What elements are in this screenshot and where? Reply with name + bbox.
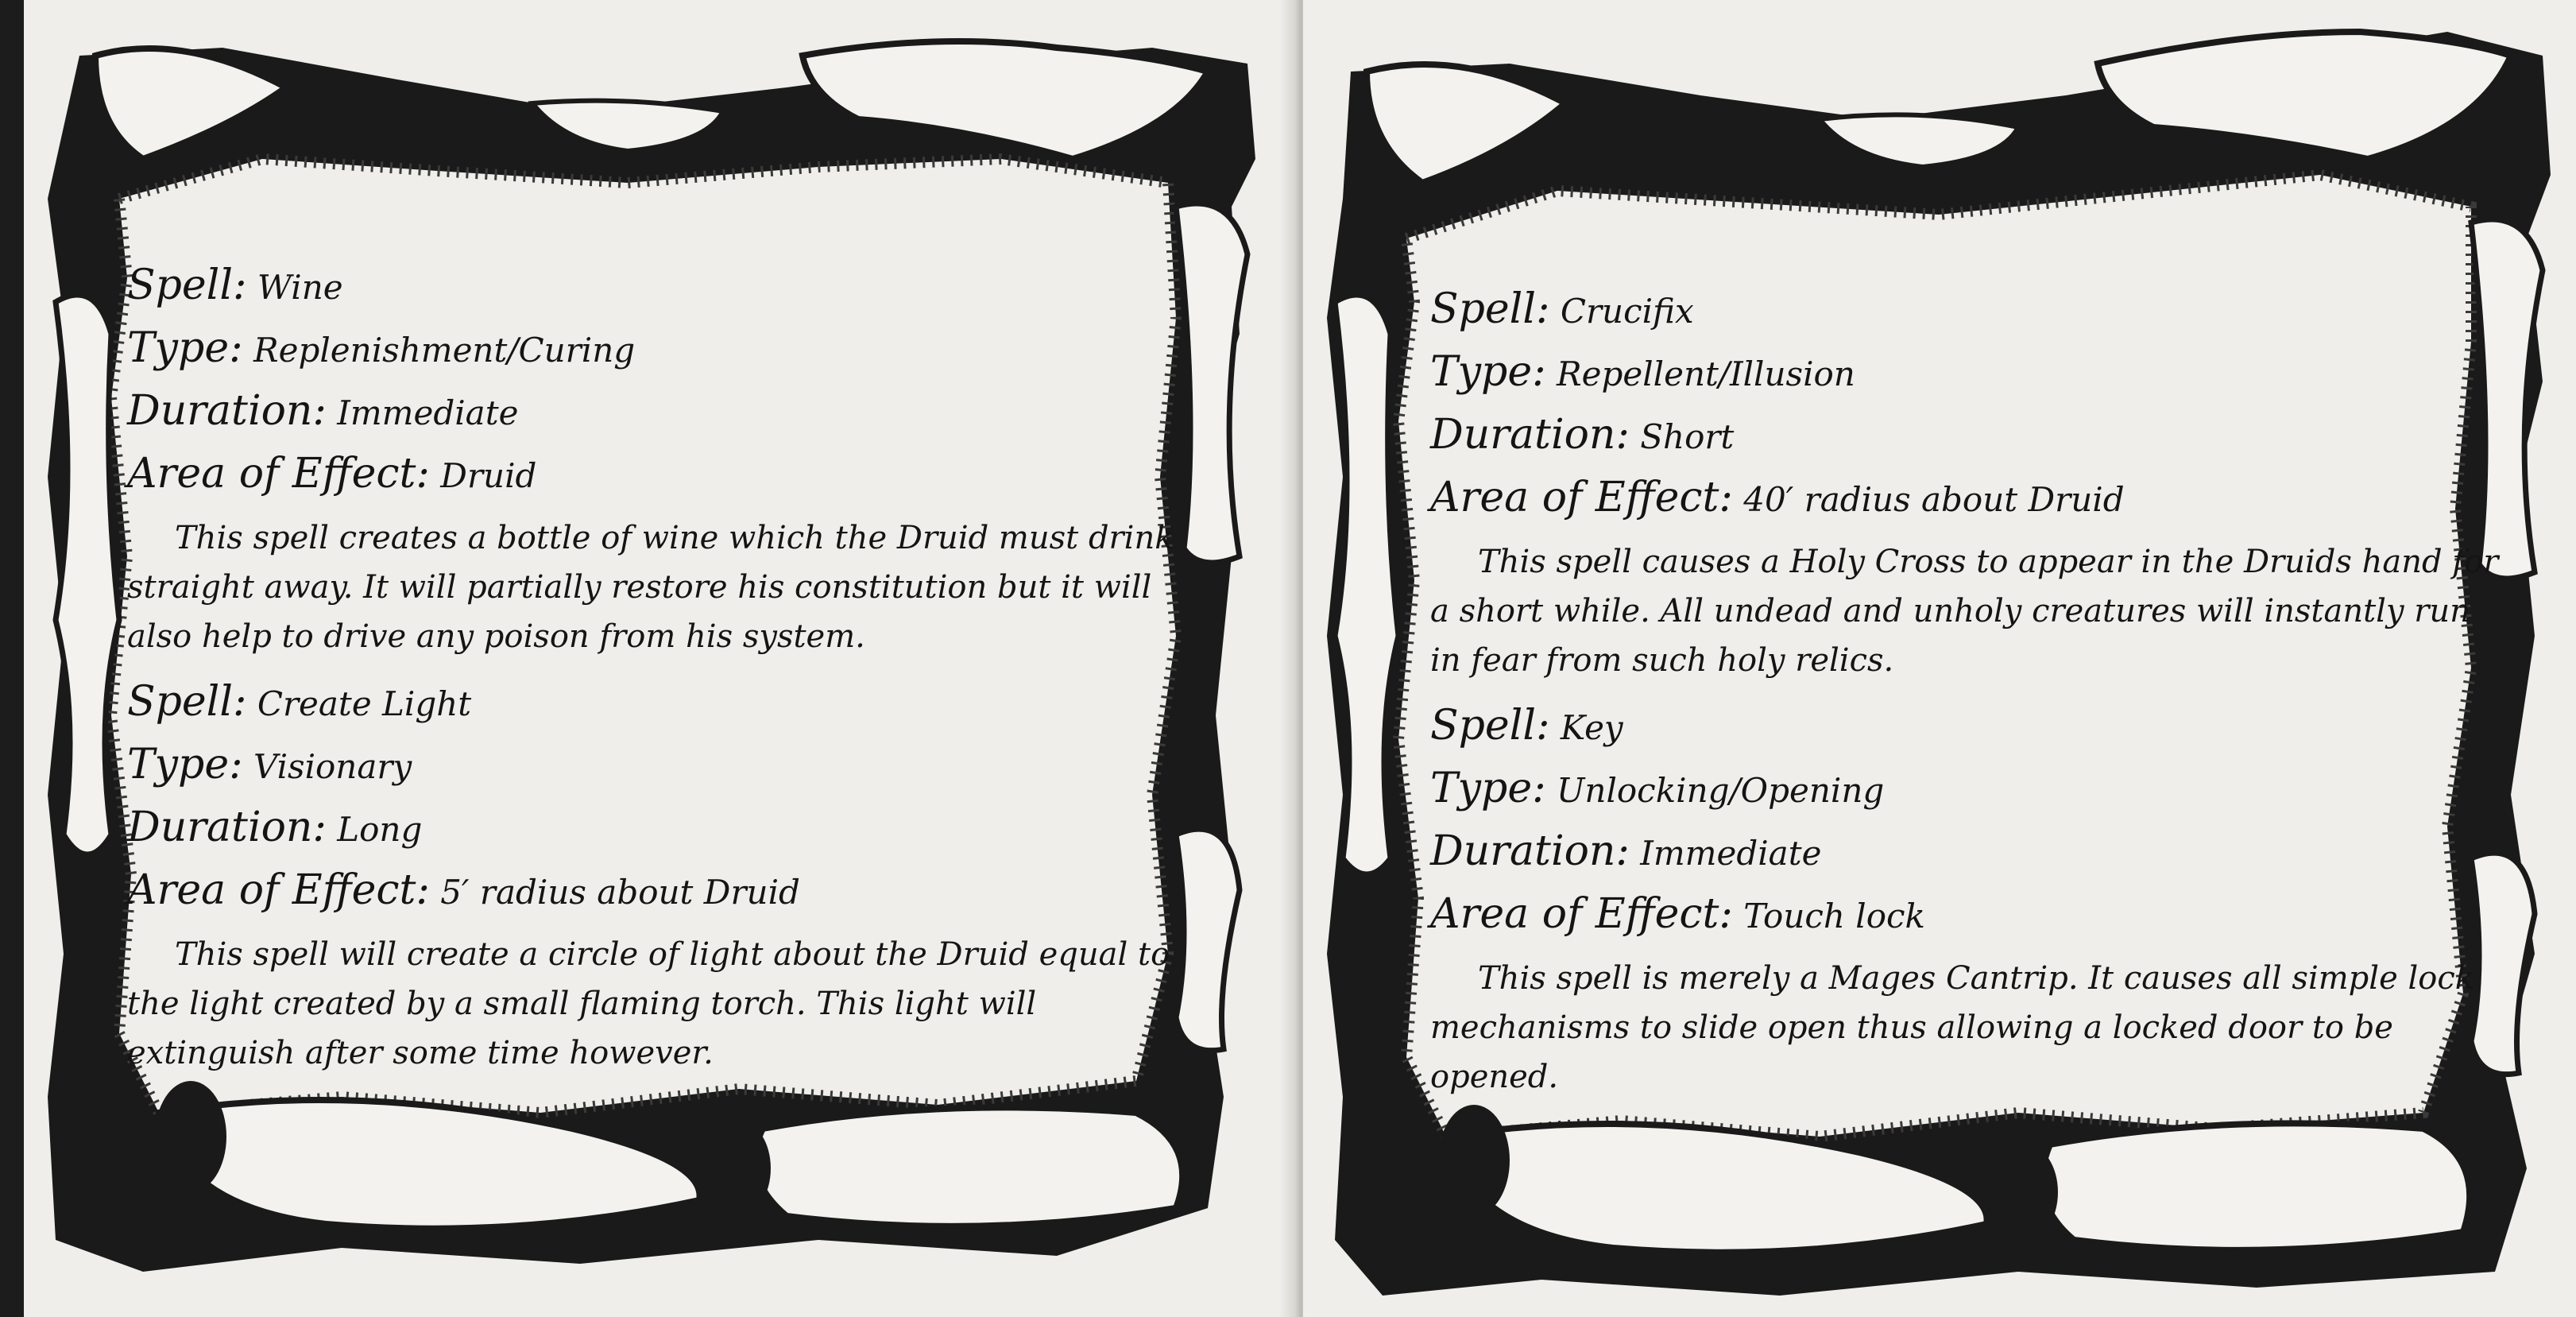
duration-label: Duration:	[1430, 827, 1630, 875]
spell-entry-key	[1430, 703, 2527, 1102]
spell-name: Create Light	[257, 684, 472, 723]
spell-entry-create-light	[127, 679, 1224, 1078]
spell-entry-crucifix	[1430, 286, 2527, 685]
duration-label: Duration:	[127, 804, 327, 851]
type-label: Type:	[1430, 348, 1546, 396]
spell-name-row	[127, 679, 1224, 727]
area-label: Area of Effect:	[1430, 474, 1733, 521]
spell-type-row	[127, 742, 1224, 790]
spell-duration-row	[127, 388, 1224, 436]
area-label: Area of Effect:	[127, 450, 430, 498]
spell-entry-wine	[127, 262, 1224, 661]
type-label: Type:	[127, 741, 243, 788]
spell-description: This spell is merely a Mages Cantrip. It causes all simple lock mechanisms to slide open thus allowing a locked door to be opened.	[1430, 960, 2474, 1095]
type-label: Type:	[1430, 765, 1546, 812]
spell-area: 5′ radius about Druid	[440, 873, 800, 912]
spell-description: This spell creates a bottle of wine which the Druid must drink straight away. It will partially restore his constitution but it will also help to drive any poison from his system.	[127, 520, 1174, 655]
area-label: Area of Effect:	[127, 866, 430, 914]
duration-label: Duration:	[127, 387, 327, 435]
type-label: Type:	[127, 324, 243, 372]
spell-type: Visionary	[253, 747, 412, 786]
spell-area: 40′ radius about Druid	[1743, 480, 2125, 519]
spell-label: Spell:	[127, 261, 247, 309]
spell-type: Repellent/Illusion	[1557, 354, 1855, 393]
spell-description: This spell causes a Holy Cross to appear in the Druids hand for a short while. All undead and unholy creatures will instantly run in fear from such holy relics.	[1430, 544, 2499, 679]
spell-duration: Immediate	[337, 393, 519, 432]
spell-area-row	[1430, 475, 2527, 523]
spell-area: Druid	[440, 456, 537, 495]
spell-type-row	[1430, 349, 2527, 397]
spell-duration-row	[1430, 412, 2527, 460]
right-page-text	[1430, 286, 2527, 1119]
spell-duration-row	[1430, 828, 2527, 877]
spell-type-row	[1430, 765, 2527, 814]
spell-type: Replenishment/Curing	[253, 331, 636, 370]
spell-duration: Short	[1640, 417, 1735, 456]
left-page	[24, 0, 1292, 1317]
spell-type: Unlocking/Opening	[1557, 771, 1885, 810]
spell-name-row	[1430, 703, 2527, 751]
spell-name: Crucifix	[1560, 292, 1694, 331]
spell-area-row	[127, 451, 1224, 499]
spell-area: Touch lock	[1743, 897, 1925, 935]
area-label: Area of Effect:	[1430, 890, 1733, 938]
spell-label: Spell:	[1430, 702, 1550, 750]
spell-duration: Immediate	[1640, 834, 1822, 873]
spell-label: Spell:	[127, 678, 247, 726]
spell-name: Key	[1560, 708, 1623, 747]
spell-label: Spell:	[1430, 285, 1550, 333]
spell-name-row	[127, 262, 1224, 311]
spell-area-row	[1430, 891, 2527, 939]
left-page-text	[127, 262, 1224, 1095]
spell-duration: Long	[337, 810, 423, 849]
duration-label: Duration:	[1430, 411, 1630, 459]
spell-name: Wine	[257, 268, 343, 307]
spell-type-row	[127, 325, 1224, 374]
spell-duration-row	[127, 804, 1224, 853]
spell-name-row	[1430, 286, 2527, 335]
spell-area-row	[127, 867, 1224, 916]
spell-description: This spell will create a circle of light about the Druid equal to the light created by a small flaming torch. This light will extinguish after some time however.	[127, 936, 1170, 1071]
right-page	[1303, 0, 2576, 1317]
